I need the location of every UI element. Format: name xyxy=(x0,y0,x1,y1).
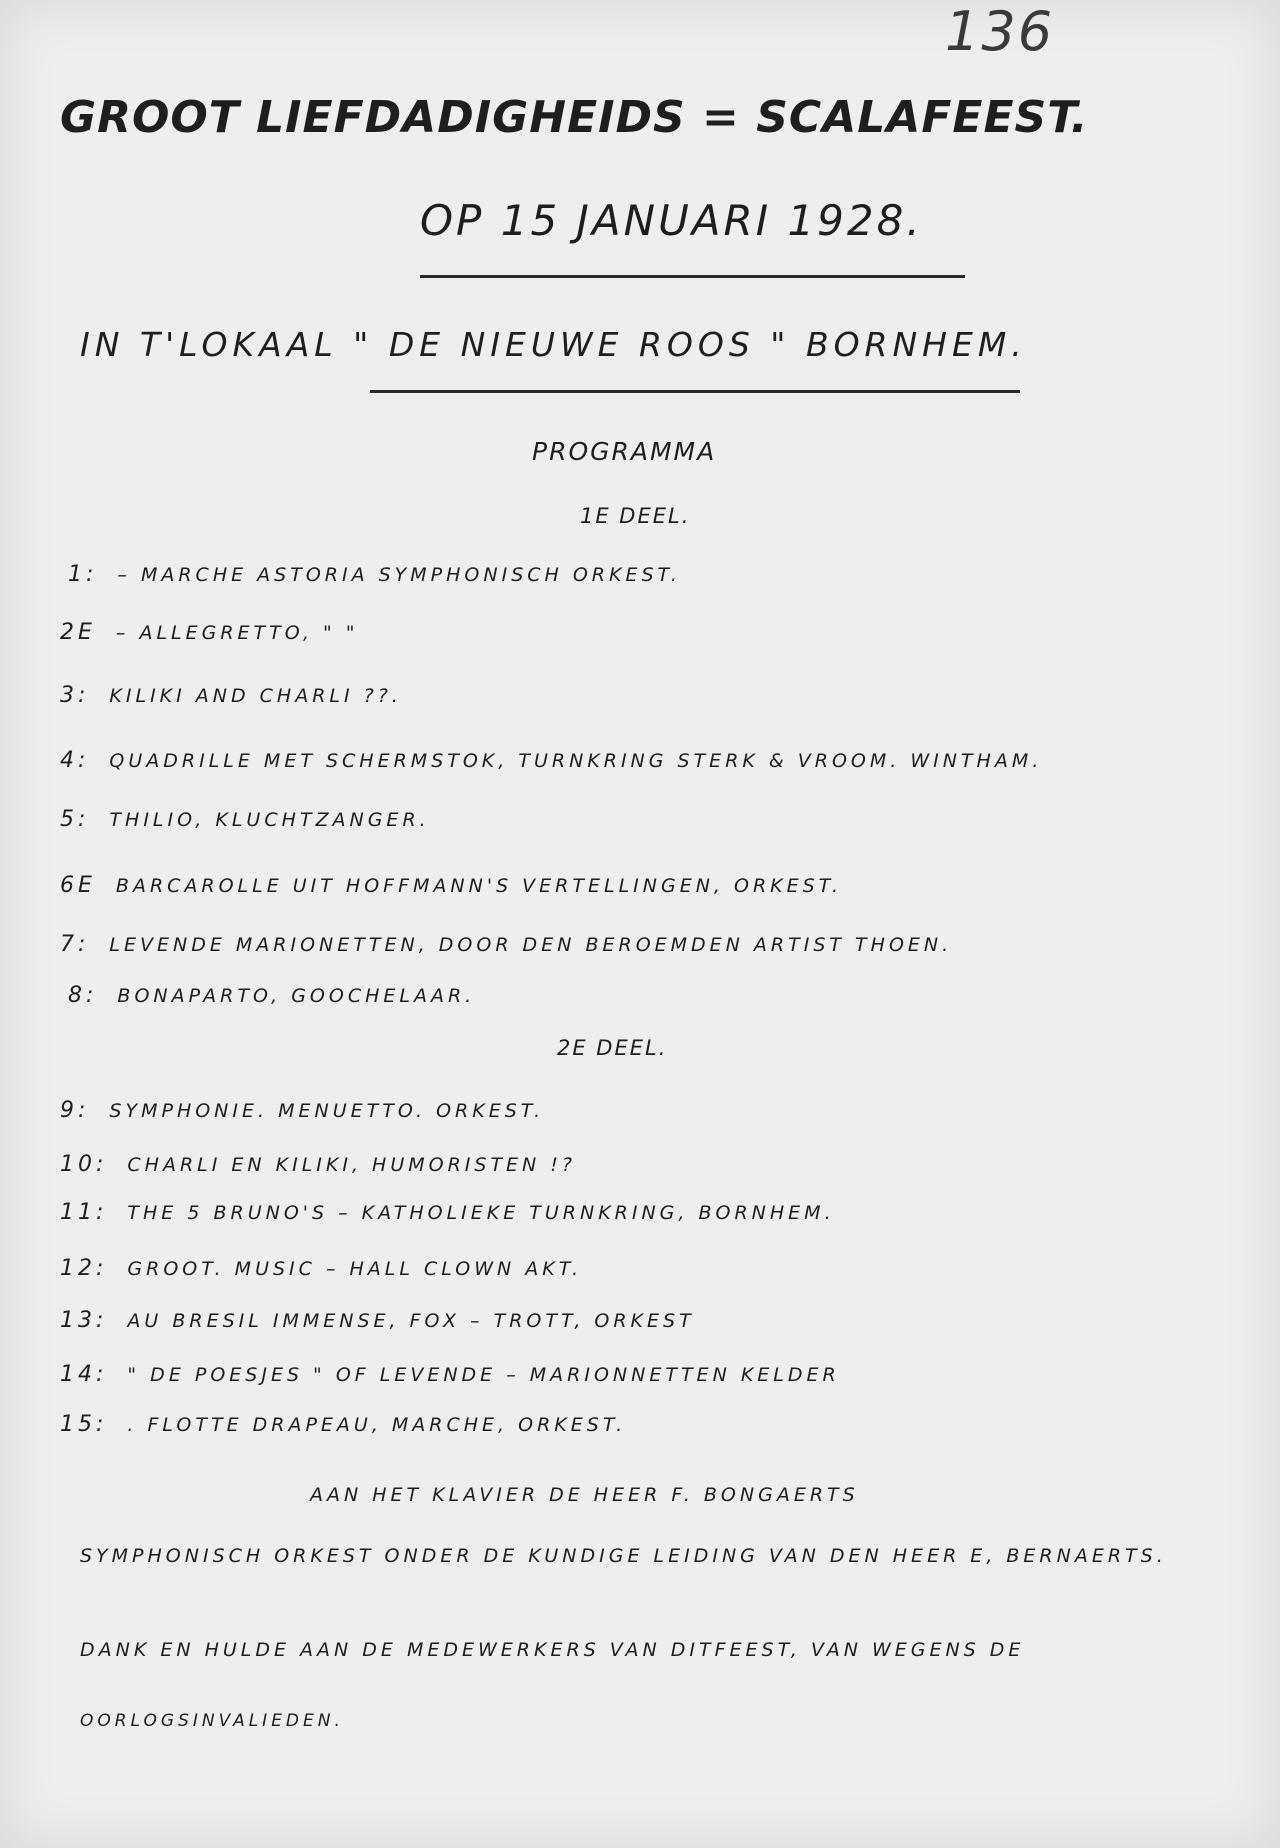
item-text: THE 5 BRUNO'S – KATHOLIEKE TURNKRING, BORNHEM. xyxy=(127,1202,835,1224)
piano-credit: AAN HET KLAVIER DE HEER F. BONGAERTS xyxy=(310,1484,859,1506)
program-item xyxy=(60,1200,835,1225)
item-text: KILIKI AND CHARLI ??. xyxy=(109,685,402,707)
item-number: 2E xyxy=(60,620,96,645)
program-item xyxy=(60,1412,626,1437)
divider-line xyxy=(420,275,965,278)
item-text: QUADRILLE MET SCHERMSTOK, TURNKRING STERK & VROOM. WINTHAM. xyxy=(109,750,1043,772)
item-number: 6E xyxy=(60,873,96,898)
item-number: 4: xyxy=(60,748,90,773)
program-item xyxy=(60,1098,544,1123)
item-number: 1: xyxy=(68,562,98,587)
program-item xyxy=(60,1152,576,1177)
event-venue: IN T'LOKAAL " DE NIEUWE ROOS " BORNHEM. xyxy=(80,325,1027,364)
item-text: . FLOTTE DRAPEAU, MARCHE, ORKEST. xyxy=(127,1414,627,1436)
part-1-heading: 1E DEEL. xyxy=(580,504,691,528)
item-text: CHARLI EN KILIKI, HUMORISTEN !? xyxy=(127,1154,577,1176)
item-number: 8: xyxy=(68,983,98,1008)
item-text: BARCAROLLE UIT HOFFMANN'S VERTELLINGEN, ORKEST. xyxy=(115,875,843,897)
program-item xyxy=(60,873,842,898)
item-number: 12: xyxy=(60,1256,108,1281)
item-number: 13: xyxy=(60,1308,108,1333)
divider-line xyxy=(370,390,1020,393)
program-item xyxy=(60,932,952,957)
item-text: THILIO, KLUCHTZANGER. xyxy=(109,809,430,831)
item-number: 3: xyxy=(60,683,90,708)
orchestra-credit: SYMPHONISCH ORKEST ONDER DE KUNDIGE LEIDING VAN DEN HEER E, BERNAERTS. xyxy=(80,1545,1167,1567)
item-number: 9: xyxy=(60,1098,90,1123)
item-number: 11: xyxy=(60,1200,108,1225)
program-item xyxy=(60,1256,582,1281)
item-text: GROOT. MUSIC – HALL CLOWN AKT. xyxy=(127,1258,583,1280)
program-item xyxy=(68,983,475,1008)
item-text: SYMPHONIE. MENUETTO. ORKEST. xyxy=(109,1100,545,1122)
program-item xyxy=(60,807,430,832)
program-item xyxy=(60,1308,695,1333)
archive-number: 136 xyxy=(945,0,1055,63)
program-item xyxy=(68,562,681,587)
thanks-text: DANK EN HULDE AAN DE MEDEWERKERS VAN DITFEEST, VAN WEGENS DE xyxy=(80,1639,1025,1661)
program-heading: PROGRAMMA xyxy=(532,437,717,466)
item-text: LEVENDE MARIONETTEN, DOOR DEN BEROEMDEN ARTIST THOEN. xyxy=(109,934,953,956)
document-title: GROOT LIEFDADIGHEIDS = SCALAFEEST. xyxy=(60,92,1089,143)
item-text: AU BRESIL IMMENSE, FOX – TROTT, ORKEST xyxy=(127,1310,695,1332)
event-date: OP 15 JANUARI 1928. xyxy=(420,196,923,245)
item-text: " DE POESJES " OF LEVENDE – MARIONNETTEN KELDER xyxy=(127,1364,840,1386)
program-item xyxy=(60,748,1042,773)
item-number: 10: xyxy=(60,1152,108,1177)
program-item xyxy=(60,1362,840,1387)
item-text: – MARCHE ASTORIA SYMPHONISCH ORKEST. xyxy=(117,564,681,586)
item-number: 5: xyxy=(60,807,90,832)
item-number: 15: xyxy=(60,1412,108,1437)
item-number: 7: xyxy=(60,932,90,957)
program-item xyxy=(60,683,402,708)
item-text: BONAPARTO, GOOCHELAAR. xyxy=(117,985,476,1007)
program-item xyxy=(60,620,359,645)
item-text: – ALLEGRETTO, " " xyxy=(115,622,359,644)
thanks-text-continued: OORLOGSINVALIEDEN. xyxy=(80,1711,344,1731)
item-number: 14: xyxy=(60,1362,108,1387)
part-2-heading: 2E DEEL. xyxy=(557,1036,668,1060)
